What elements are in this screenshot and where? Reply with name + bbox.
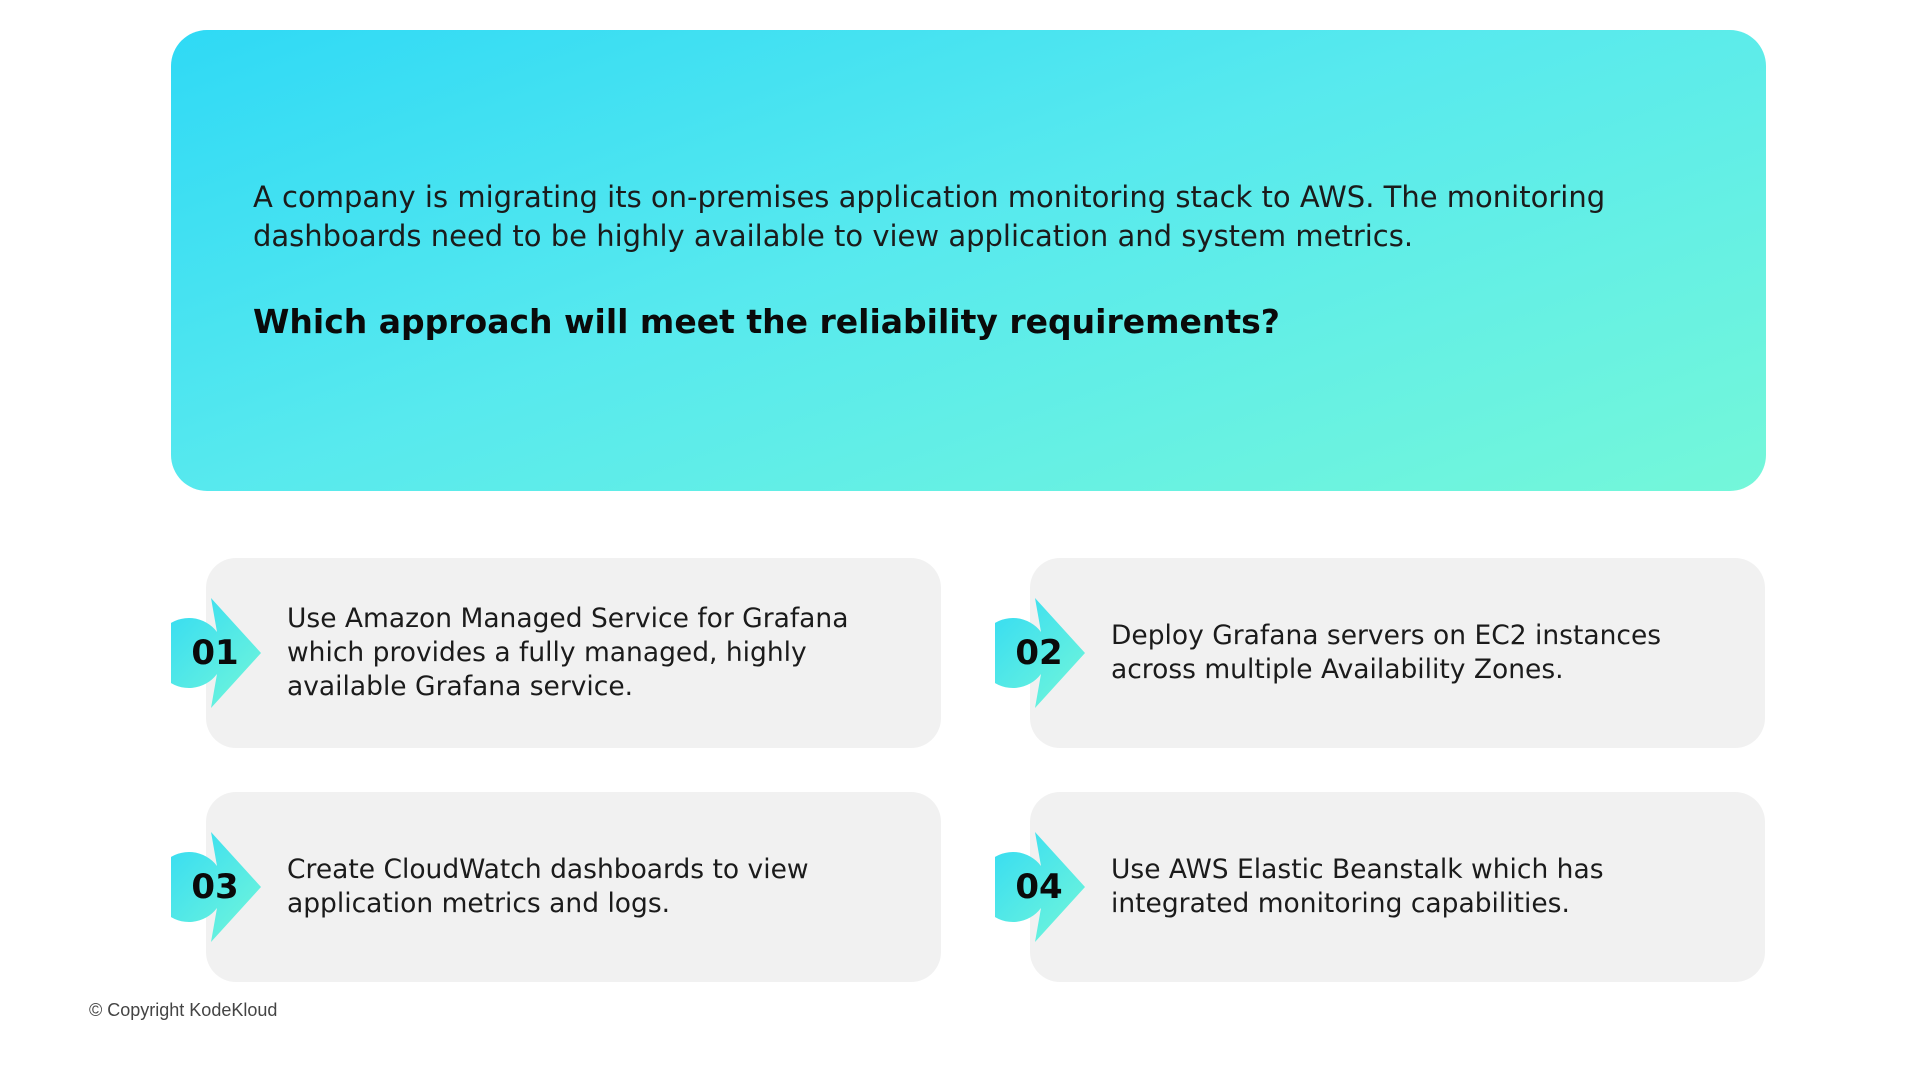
question-prompt: Which approach will meet the reliability requirements? [253, 302, 1280, 341]
answer-option-03[interactable] [171, 792, 906, 982]
answer-option-04[interactable] [995, 792, 1730, 982]
option-text: Use Amazon Managed Service for Grafana which provides a fully managed, highly available Grafana service. [287, 603, 849, 702]
option-badge-arrow-icon [995, 832, 1087, 942]
question-banner [171, 30, 1766, 491]
option-text: Use AWS Elastic Beanstalk which has integrated monitoring capabilities. [1111, 854, 1604, 919]
option-text: Deploy Grafana servers on EC2 instances across multiple Availability Zones. [1111, 620, 1662, 685]
option-number: 02 [1015, 633, 1063, 673]
option-text: Create CloudWatch dashboards to view application metrics and logs. [287, 854, 809, 919]
option-number: 04 [1015, 867, 1063, 907]
answer-option-01[interactable] [171, 558, 906, 748]
option-badge-arrow-icon [171, 598, 263, 708]
answer-option-02[interactable] [995, 558, 1730, 748]
question-text: A company is migrating its on-premises application monitoring stack to AWS. The monitoring dashboards need to be highly available to view application and system metrics. [253, 180, 1606, 253]
option-badge-arrow-icon [171, 832, 263, 942]
option-number: 03 [191, 867, 239, 907]
copyright-footer: © Copyright KodeKloud [89, 1000, 278, 1020]
option-number: 01 [191, 633, 239, 673]
option-badge-arrow-icon [995, 598, 1087, 708]
